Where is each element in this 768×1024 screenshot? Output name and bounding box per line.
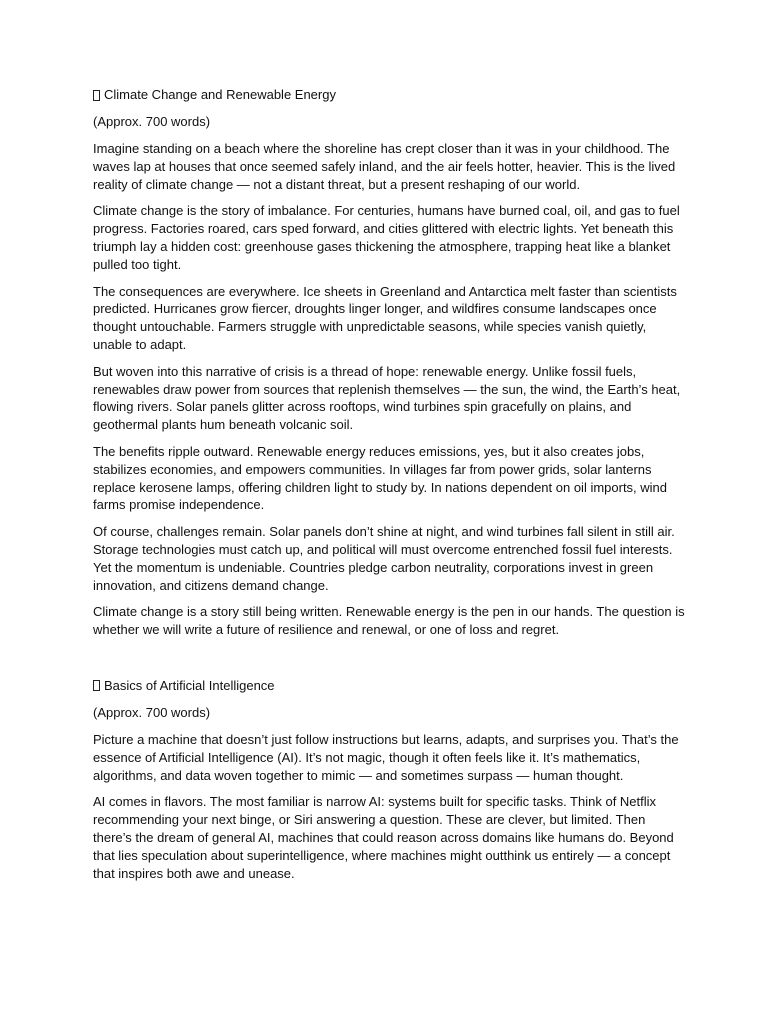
paragraph: Climate change is the story of imbalance. For centuries, humans have burned coal, oil, and gas to fuel progress. Factories roared, cars sped forward, and cities glittered with electric lights. Yet beneath this triumph lay a hidden cost: greenhouse gases thickening the atmosphere, trapping heat like a blanket pulled too tight. [93,203,680,272]
missing-glyph-icon [93,680,100,691]
paragraph: Climate change is a story still being written. Renewable energy is the pen in our hands. The question is whether we will write a future of resilience and renewal, or one of loss and regret. [93,604,685,638]
paragraph: But woven into this narrative of crisis is a thread of hope: renewable energy. Unlike fossil fuels, renewables draw power from sources that replenish themselves — the sun, the wind, the Earth’s heat, flowing rivers. Solar panels glitter across rooftops, wind turbines spin gracefully on plains, and geothermal plants hum beneath volcanic soil. [93,363,681,433]
section-title: Climate Change and Renewable Energy [104,87,336,102]
paragraph: Of course, challenges remain. Solar panels don’t shine at night, and wind turbines fall silent in still air. Storage technologies must catch up, and political will must overcome entrenched fossil fuel interests. Yet the momentum is undeniable. Countries pledge carbon neutrality, corporations invest in green innovation, and citizens demand change. [93,524,675,593]
section-artificial-intelligence [93,677,685,882]
paragraph: AI comes in flavors. The most familiar is narrow AI: systems built for specific tasks. Think of Netflix recommending your next binge, or Siri answering a question. These are clever, but limited. Then there’s the dream of general AI, machines that could reason across domains like humans do. Beyond that lies speculation about superintelligence, where machines might outthink us entirely — a concept that inspires both awe and unease. [93,794,674,881]
section-title: Basics of Artificial Intelligence [104,677,275,693]
section-climate-change [93,86,685,639]
paragraph: Picture a machine that doesn’t just follow instructions but learns, adapts, and surprises you. That’s the essence of Artificial Intelligence (AI). It’s not magic, though it often feels like it. It’s mathematics, algorithms, and data woven together to mimic — and sometimes surpass — human thought. [93,731,679,783]
paragraph: The consequences are everywhere. Ice sheets in Greenland and Antarctica melt faster than scientists predicted. Hurricanes grow fiercer, droughts linger longer, and wildfires consume landscapes once thought untouchable. Farmers struggle with unpredictable seasons, while species vanish quietly, unable to adapt. [93,283,677,352]
paragraph: The benefits ripple outward. Renewable energy reduces emissions, yes, but it also creates jobs, stabilizes economies, and empowers communities. In villages far from power grids, solar lanterns replace kerosene lamps, offering children light to study by. In nations dependent on oil imports, wind farms promise independence. [93,443,668,513]
missing-glyph-icon [93,90,100,101]
word-count-note: (Approx. 700 words) [93,114,211,129]
document-page [93,86,685,891]
section-heading [93,86,685,104]
section-heading [93,677,685,695]
word-count-note: (Approx. 700 words) [93,704,211,720]
paragraph: Imagine standing on a beach where the shoreline has crept closer than it was in your childhood. The waves lap at houses that once seemed safely inland, and the air feels hotter, heavier. This is the lived reality of climate change — not a distant threat, but a present reshaping of our world. [93,141,676,192]
